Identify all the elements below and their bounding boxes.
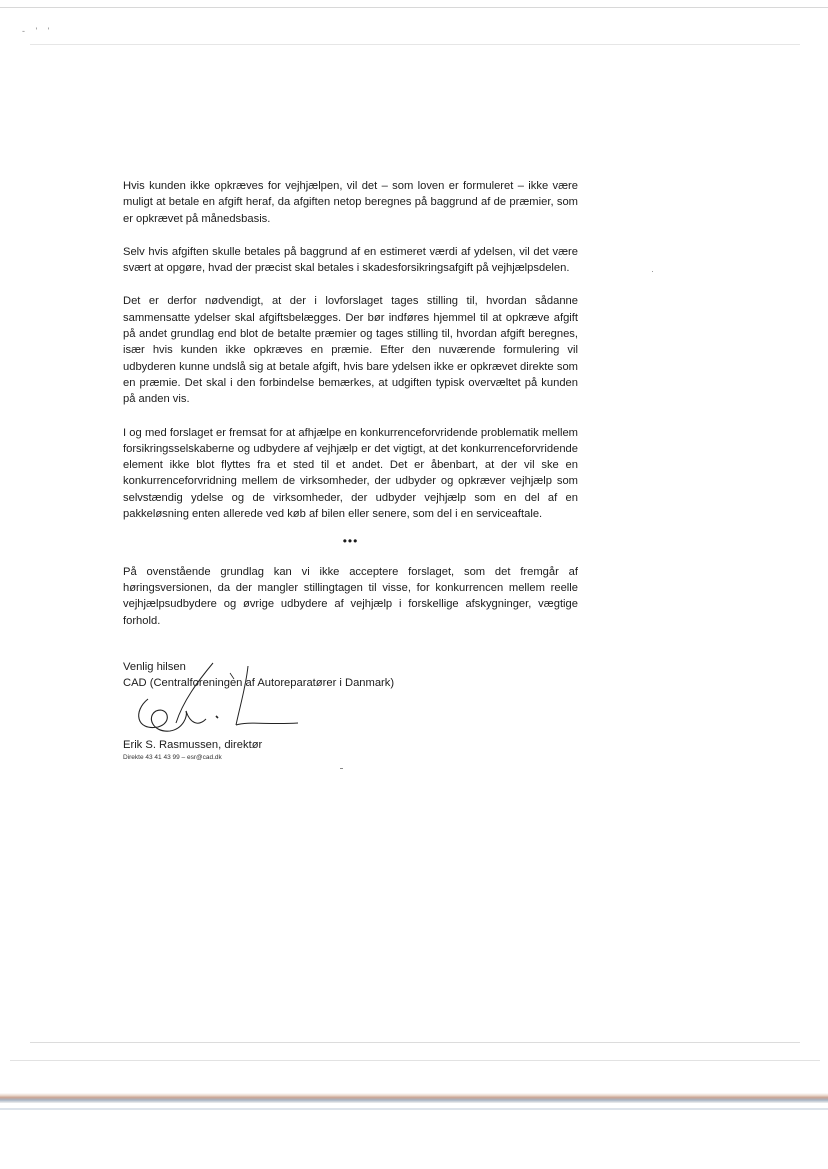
handwritten-signature-icon	[128, 661, 328, 741]
paragraph-final: På ovenstående grundlag kan vi ikke acceptere forslaget, som det fremgår af høringsversionen, da der mangler stillingtagen til visse, for konkurrencen mellem reelle vejhjælpsudbydere og øvrige udbydere af vejhjælp i forskellige afskygninger, vægtige forhold.	[123, 565, 578, 627]
paragraph-4: I og med forslaget er fremsat for at afhjælpe en konkurrenceforvridende problematik mellem forsikringsselskaberne og udbydere af vejhjælp er det vigtigt, at det konkurrenceforvridende element ikke blot flyttes fra et sted til et andet. Det er åbenbart, at der vil ske en konkurrenceforvridning mellem de virksomheder, der udbyder og opkræver vejhjælp som selvstændig ydelse og de virksomheder, der udbyder vejhjælp som en del af en pakkeløsning enten allerede ved køb af bilen eller senere, som del i en serviceaftale.	[123, 426, 578, 521]
paragraph-3: Det er derfor nødvendigt, at der i lovforslaget tages stilling til, hvordan sådanne sammensatte ydelser skal afgiftsbelægges. Der bør indføres hjemmel til at opkræve afgift på andet grundlag end blot de betalte præmier og tages stilling til, hvordan afgift beregnes, især hvis kunden ikke opkræves en præmie. Efter den nuværende formulering vil udbyderen kunne undslå sig at betale afgift, hvis bare ydelsen ikke er opkrævet direkte som en præmie. Det skal i den forbindelse bemærkes, at udgiften typisk overvæltet på kunden på anden vis.	[123, 295, 578, 406]
signature-area	[123, 691, 578, 737]
scan-speck-2	[340, 768, 343, 769]
scan-artifact-mark: - ' '	[22, 26, 54, 36]
greeting: Venlig hilsen	[123, 660, 186, 673]
paragraph-2: Selv hvis afgiften skulle betales på baggrund af en estimeret værdi af ydelsen, vil det være svært at opgøre, hvad der præcist skal betales i skadesforsikringsafgift på vejhjælpsdelen.	[123, 245, 578, 275]
signer-name: Erik S. Rasmussen, direktør	[123, 738, 263, 751]
footer-color-band	[0, 1093, 828, 1103]
footer-color-band-2	[0, 1108, 828, 1110]
header-rule	[30, 44, 800, 45]
scan-top-edge	[0, 7, 828, 8]
section-separator: •••	[342, 534, 359, 549]
footer-rule	[30, 1042, 800, 1043]
scan-speck	[652, 271, 653, 272]
paragraph-1: Hvis kunden ikke opkræves for vejhjælpen, vil det – som loven er formuleret – ikke være muligt at betale en afgift heraf, da afgiften netop beregnes på baggrund af de præmier, som er opkrævet på månedsbasis.	[123, 180, 578, 225]
footer-rule-2	[10, 1060, 820, 1061]
signer-contact: Direkte 43 41 43 99 – esr@cad.dk	[123, 753, 222, 761]
letter-body	[123, 178, 578, 763]
closing-block	[123, 659, 578, 763]
organization-name: CAD (Centralforeningen af Autoreparatører i Danmark)	[123, 676, 395, 689]
